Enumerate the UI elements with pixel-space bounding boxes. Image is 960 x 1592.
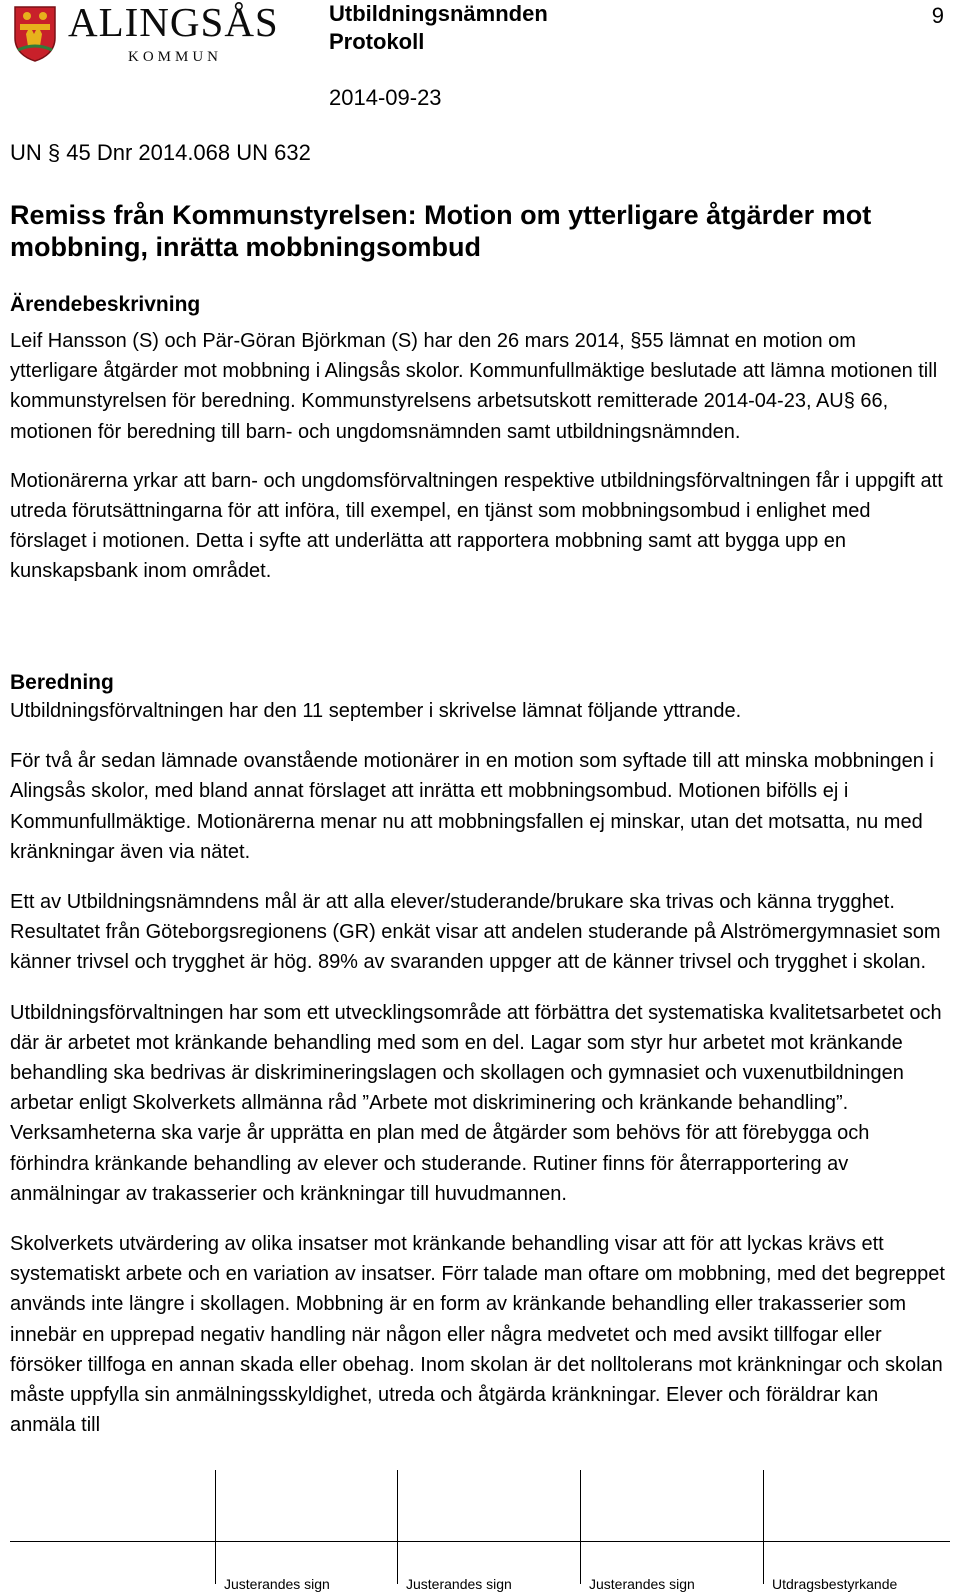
paragraph: Utbildningsförvaltningen har den 11 september i skrivelse lämnat följande yttrande. xyxy=(10,700,742,722)
municipality-logo xyxy=(12,0,287,68)
paragraph: Leif Hansson (S) och Pär-Göran Björkman (S) har den 26 mars 2014, §55 lämnat en motion om ytterligare åtgärder mot mobbning i Alingsås skolor. Kommunfullmäktige beslutade att lämna motionen till kommunstyrelsen för beredning. Kommunstyrelsens arbetsutskott remitterade 2014-04-23, AU§ 66, motionen för beredning till barn- och ungdomsnämnden samt utbildningsnämnden. xyxy=(10,330,938,443)
logo-name: ALINGSÅS xyxy=(68,0,279,45)
section-heading: Beredning xyxy=(10,671,114,694)
signature-divider xyxy=(397,1470,398,1584)
page-number: 9 xyxy=(931,3,944,28)
paragraph: Ett av Utbildningsnämndens mål är att alla elever/studerande/brukare ska trivas och känna trygghet. Resultatet från Göteborgsregionens (GR) enkät visar att andelen studerande på Alströmergymnasiet som känner trivsel och trygghet är hög. 89% av svaranden uppger att de känner trivsel och trygghet i skolan. xyxy=(10,891,941,974)
section-arendebeskrivning xyxy=(10,292,945,587)
paragraph: För två år sedan lämnade ovanstående motionärer in en motion som syftade till att minska mobbningen i Alingsås skolor, med bland annat förslaget att inrätta ett mobbningsombud. Motionen bifölls ej i Kommunfullmäktige. Motionärerna menar nu att mobbningsfallen ej minskar, utan det motsatta, nu med kränkningar även via nätet. xyxy=(10,750,934,863)
paragraph: Motionärerna yrkar att barn- och ungdomsförvaltningen respektive utbildningsförvaltningen får i uppgift att utreda förutsättningarna för att införa, till exempel, en tjänst som mobbningsombud i enlighet med förslaget i motionen. Detta i syfte att underlätta att rapportera mobbning samt att bygga upp en kunskapsbank inom området. xyxy=(10,469,943,583)
paragraph: Utbildningsförvaltningen har som ett utvecklingsområde att förbättra det systematiska kvalitetsarbetet och där är arbetet mot kränkande behandling med som en del. Lagar som styr hur arbetet mot kränkande behandling ska bedrivas är diskrimineringslagen och skollagen och gymnasiet och vuxenutbildningen arbetar enligt Skolverkets allmänna råd ”Arbete mot diskriminering och kränkande behandling”. Verksamheterna ska varje år upprätta en plan med de åtgärder som behövs för att förebygga och förhindra kränkande behandling av elever och studerande. Rutiner finns för återrapportering av anmälningar av trakasserier och kränkningar till huvudmannen. xyxy=(10,1001,942,1205)
signature-divider xyxy=(763,1470,764,1584)
attestation-label: Utdragsbestyrkande xyxy=(772,1576,898,1592)
document-title: Remiss från Kommunstyrelsen: Motion om ytterligare åtgärder mot mobbning, inrätta mobbningsombud xyxy=(10,200,872,262)
meeting-date: 2014-09-23 xyxy=(329,85,442,110)
document-type: Protokoll xyxy=(329,29,425,54)
logo-subtitle: KOMMUN xyxy=(128,49,223,65)
signature-label: Justerandes sign xyxy=(589,1576,695,1592)
section-heading: Ärendebeskrivning xyxy=(10,293,201,316)
signature-label: Justerandes sign xyxy=(224,1576,330,1592)
coat-of-arms-icon xyxy=(12,4,58,62)
committee-name: Utbildningsnämnden xyxy=(329,1,548,26)
footer-rule xyxy=(10,1541,950,1542)
signature-divider xyxy=(580,1470,581,1584)
paragraph: Skolverkets utvärdering av olika insatser mot kränkande behandling visar att för att lyckas krävs ett systematiskt arbete och en variation av insatser. Förr talade man oftare om mobbning, med det begreppet används inte längre i skollagen. Mobbning är en form av kränkande behandling eller trakasserier som innebär en upprepad negativ handling när någon eller några medvetet och med avsikt tillfogar eller försöker tillfoga en annan skada eller obehag. Inom skolan är det nolltolerans mot kränkningar och skolan måste uppfylla sin anmälningsskyldighet, utreda och åtgärda kränkningar. Elever och föräldrar kan anmäla till xyxy=(10,1233,945,1437)
signature-label: Justerandes sign xyxy=(406,1576,512,1592)
section-beredning xyxy=(10,670,945,1440)
signature-divider xyxy=(215,1470,216,1584)
case-number: UN § 45 Dnr 2014.068 UN 632 xyxy=(10,140,311,165)
